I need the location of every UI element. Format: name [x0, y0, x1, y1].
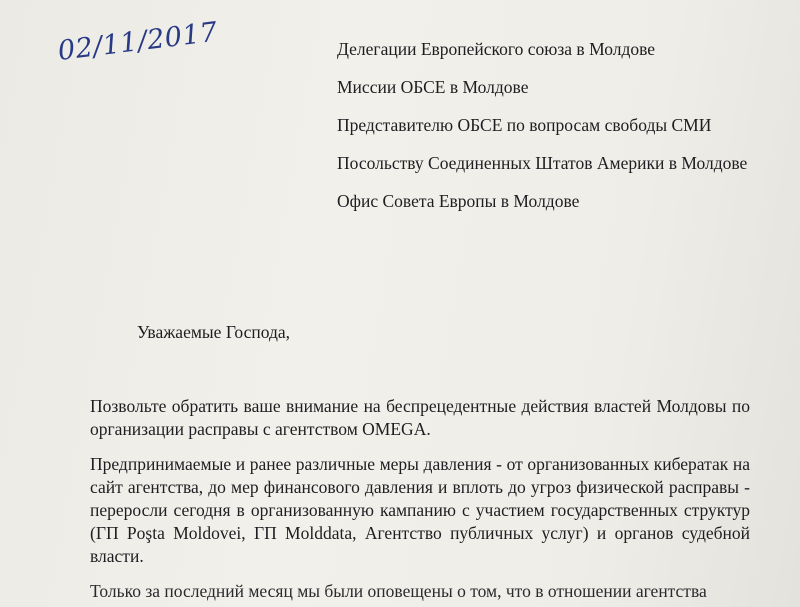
recipient-us-embassy: Посольству Соединенных Штатов Америки в Молдове: [337, 153, 748, 173]
recipient-eu-delegation: Делегации Европейского союза в Молдове: [337, 39, 656, 59]
letter-body: [90, 395, 750, 607]
recipient-council-of-europe: Офис Совета Европы в Молдове: [337, 191, 580, 211]
paragraph-3: Только за последний месяц мы были оповещены о том, что в отношении агентства: [90, 581, 707, 601]
recipient-osce-mission: Миссии ОБСЕ в Молдове: [337, 77, 529, 97]
recipient-list: [337, 38, 767, 228]
handwritten-date: 02/11/2017: [56, 16, 220, 67]
paragraph-1: Позвольте обратить ваше внимание на беспрецедентные действия властей Молдовы по организации расправы с агентством OMEGA.: [90, 396, 750, 439]
salutation: Уважаемые Господа,: [137, 322, 291, 342]
paragraph-2: Предпринимаемые и ранее различные меры давления - от организованных кибератак на сайт агентства, до мер финансового давления и вплоть до угроз физической расправы - переросли сегодня в организованную кампанию с участием государственных структур (ГП Poşta Moldovei, ГП Molddata, Агентство публичных услуг) и органов судебной власти.: [90, 454, 750, 566]
recipient-osce-media-freedom: Представителю ОБСЕ по вопросам свободы СМИ: [337, 115, 712, 135]
